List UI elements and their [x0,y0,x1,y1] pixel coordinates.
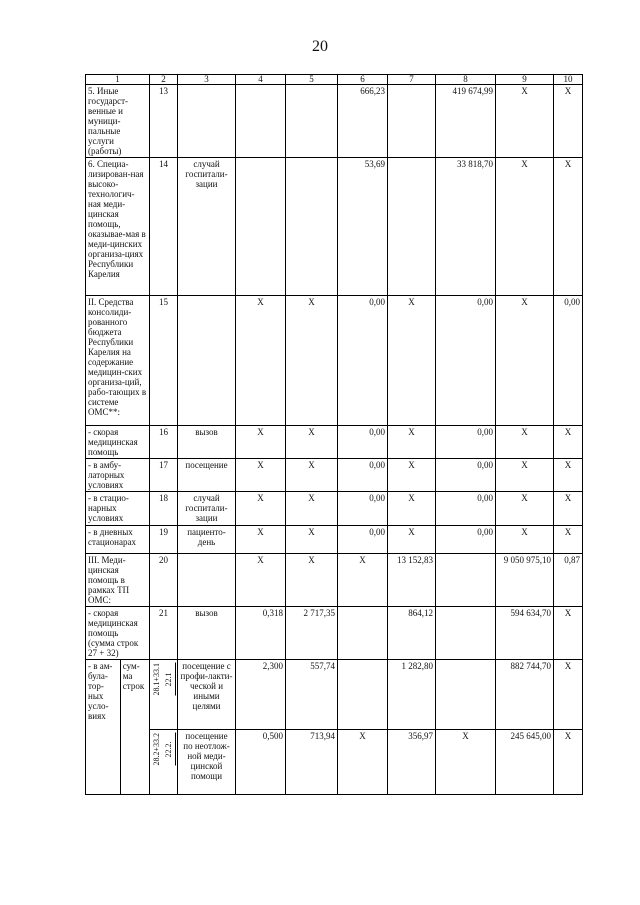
unit-of-measure: посещение [178,459,236,492]
line-code: 14 [150,158,178,296]
c10-value: X [554,660,583,730]
c4-value: 2,300 [236,660,286,730]
col5-value: X [286,492,338,526]
c6-value: X [338,729,388,794]
table-row [86,492,583,526]
col10-value: 0,87 [554,554,583,607]
c4-value: 0,500 [236,729,286,794]
col4-value: X [236,296,286,426]
col7-value: X [388,426,436,459]
unit-of-measure [178,296,236,426]
col8-value: 419 674,99 [436,85,496,158]
c7-value: 356,97 [388,729,436,794]
col5-value: X [286,459,338,492]
col4-value: X [236,526,286,554]
table-row [86,85,583,158]
table-row [86,459,583,492]
table-row [86,729,583,794]
row-name: - скорая медицинская помощь [86,426,150,459]
row-name: - в амбу-латорных условиях [86,459,150,492]
col5-value: X [286,426,338,459]
column-number: 3 [178,75,236,85]
col8-value: 0,00 [436,459,496,492]
unit-of-measure [178,554,236,607]
column-number: 1 [86,75,150,85]
line-code: 19 [150,526,178,554]
line-code: 16 [150,426,178,459]
c7-value: 1 282,80 [388,660,436,730]
col4-value [236,158,286,296]
unit-of-measure: посещение по неотлож-ной меди-цинской помощи [178,729,236,794]
c8-value: X [436,729,496,794]
col10-value: X [554,526,583,554]
col6-value: 0,00 [338,426,388,459]
col7-value: 13 152,83 [388,554,436,607]
c6-value [338,660,388,730]
col5-value: X [286,296,338,426]
table-row [86,426,583,459]
ref-formula: 28.1+33.1 [151,663,161,696]
line-code-cell [150,660,178,730]
line-code: 20 [150,554,178,607]
col10-value: X [554,459,583,492]
c5-value: 557,74 [286,660,338,730]
column-number-row [86,75,583,85]
row-name: 5. Иные государст-венные и муници-пальные услуги (работы) [86,85,150,158]
col8-value: 0,00 [436,296,496,426]
page-number: 20 [312,38,328,55]
col9-value: X [496,526,554,554]
financing-table [85,74,583,795]
sum-label: сум-ма строк [122,661,145,691]
line-code: 21 [150,607,178,660]
col5-value: X [286,554,338,607]
col8-value: 0,00 [436,426,496,459]
line-code-cell [150,729,178,794]
unit-of-measure: пациенто-день [178,526,236,554]
column-number: 5 [286,75,338,85]
table-row [86,607,583,660]
row-name: 6. Специа-лизирован-ная высоко-технологич-ная меди-цинская помощь, оказывае-мая в меди-цинских организа-циях Республики Карелия [86,158,150,296]
unit-of-measure: вызов [178,426,236,459]
col6-value: 0,00 [338,296,388,426]
col7-value: X [388,526,436,554]
col10-value: X [554,607,583,660]
unit-of-measure: вызов [178,607,236,660]
col9-value: X [496,426,554,459]
col4-value [236,85,286,158]
unit-of-measure: случай госпитали-зации [178,492,236,526]
col7-value: 864,12 [388,607,436,660]
col9-value: X [496,459,554,492]
table-row [86,158,583,296]
col10-value: X [554,158,583,296]
table-row [86,554,583,607]
row-name: - в стацио-нарных условиях [86,492,150,526]
row-name: - скорая медицинская помощь (сумма строк 27 + 32) [86,607,150,660]
unit-of-measure [178,85,236,158]
col9-value: X [496,85,554,158]
col5-value [286,85,338,158]
col5-value [286,158,338,296]
col4-value: X [236,554,286,607]
col6-value: 666,23 [338,85,388,158]
col6-value [338,607,388,660]
row-name: III. Меди-цинская помощь в рамках ТП ОМС: [86,554,150,607]
col9-value: 9 050 975,10 [496,554,554,607]
col6-value: 0,00 [338,492,388,526]
column-number: 2 [150,75,178,85]
col8-value: 33 818,70 [436,158,496,296]
col6-value: 0,00 [338,526,388,554]
col10-value: X [554,85,583,158]
row-name: - в дневных стационарах [86,526,150,554]
column-number: 8 [436,75,496,85]
col4-value: X [236,492,286,526]
row-name [86,660,150,795]
col7-value: X [388,492,436,526]
line-code: 17 [150,459,178,492]
column-number: 10 [554,75,583,85]
col9-value: X [496,158,554,296]
col4-value: X [236,426,286,459]
c10-value: X [554,729,583,794]
table-row [86,660,583,730]
col8-value [436,607,496,660]
col8-value: 0,00 [436,492,496,526]
col6-value: 0,00 [338,459,388,492]
amb-name: - в ам-була-тор-ных усло-виях [86,660,121,794]
table-row [86,296,583,426]
unit-of-measure: посещение с профи-лакти-ческой и иными целями [178,660,236,730]
c8-value [436,660,496,730]
col5-value: 2 717,35 [286,607,338,660]
col7-value: X [388,296,436,426]
col7-value [388,85,436,158]
line-code: 13 [150,85,178,158]
c9-value: 882 744,70 [496,660,554,730]
column-number: 6 [338,75,388,85]
col10-value: 0,00 [554,296,583,426]
c9-value: 245 645,00 [496,729,554,794]
col9-value: 594 634,70 [496,607,554,660]
col4-value: 0,318 [236,607,286,660]
col10-value: X [554,426,583,459]
col5-value: X [286,526,338,554]
col7-value [388,158,436,296]
line-code: 22.1 [164,663,176,696]
column-number: 7 [388,75,436,85]
unit-of-measure: случай госпитали-зации [178,158,236,296]
col7-value: X [388,459,436,492]
line-code: 18 [150,492,178,526]
c5-value: 713,94 [286,729,338,794]
col10-value: X [554,492,583,526]
column-number: 9 [496,75,554,85]
col9-value: X [496,492,554,526]
col6-value: 53,69 [338,158,388,296]
line-code: 22.2. [164,733,176,766]
col6-value: X [338,554,388,607]
line-code: 15 [150,296,178,426]
table-row [86,526,583,554]
col8-value: 0,00 [436,526,496,554]
column-number: 4 [236,75,286,85]
ref-formula: 28.2+33.2 [151,732,161,766]
col8-value [436,554,496,607]
col9-value: X [496,296,554,426]
col4-value: X [236,459,286,492]
row-name: II. Средства консолиди-рованного бюджета Республики Карелия на содержание медицин-ских организа-ций, рабо-тающих в системе ОМС**: [86,296,150,426]
